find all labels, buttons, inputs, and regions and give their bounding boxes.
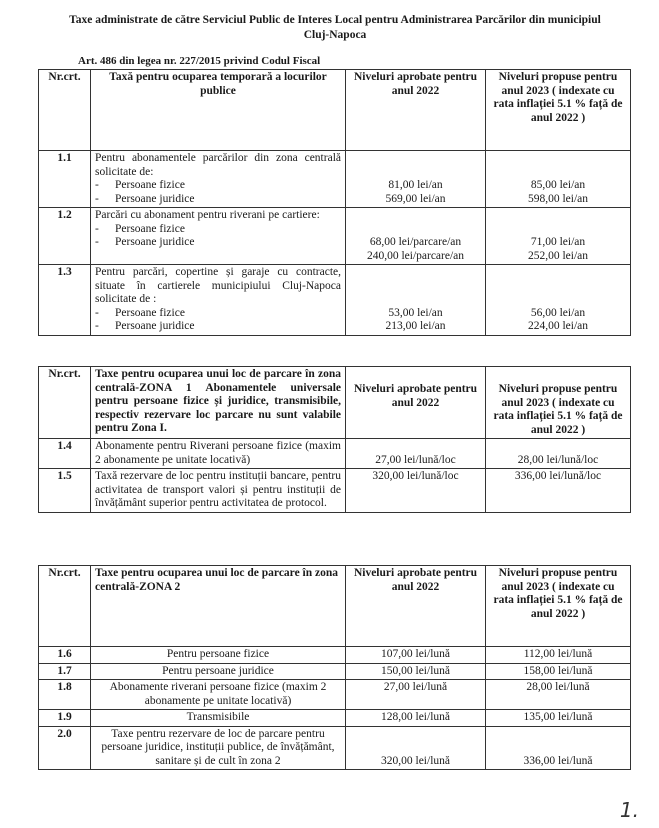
header-approved: Niveluri aprobate pentru anul 2022 bbox=[346, 367, 486, 439]
table-row bbox=[39, 647, 631, 664]
header-approved: Niveluri aprobate pentru anul 2022 bbox=[346, 566, 486, 647]
row-description: Taxă rezervare de loc pentru instituții bancare, pentru activitatea de transport valori și pentru instituții de învățământ superior pentru activitatea de protocol. bbox=[91, 469, 346, 513]
proposed-values bbox=[486, 265, 631, 336]
header-nr: Nr.crt. bbox=[39, 367, 91, 439]
approved-value: 213,00 lei/an bbox=[385, 320, 446, 332]
tax-table-zone-1 bbox=[38, 366, 631, 513]
proposed-values bbox=[486, 151, 631, 208]
document-title bbox=[40, 13, 630, 43]
proposed-value: 224,00 lei/an bbox=[527, 320, 589, 332]
approved-value: 107,00 lei/lună bbox=[346, 647, 486, 664]
law-reference: Art. 486 din legea nr. 227/2015 privind Codul Fiscal bbox=[78, 55, 321, 67]
table-row bbox=[39, 726, 631, 770]
table-header-row bbox=[39, 566, 631, 647]
row-description bbox=[91, 265, 346, 336]
header-proposed: Niveluri propuse pentru anul 2023 ( indexate cu rata inflației 5.1 % față de anul 2022 ) bbox=[486, 367, 631, 439]
row-description: Taxe pentru rezervare de loc de parcare pentru persoane juridice, instituții publice, de învățământ, sanitare și de cult în zona 2 bbox=[91, 726, 346, 770]
proposed-value: 71,00 lei/an bbox=[530, 236, 586, 248]
row-description-text: Parcări cu abonament pentru riverani pe cartiere: bbox=[95, 209, 320, 221]
row-number: 1.7 bbox=[39, 663, 91, 680]
header-nr: Nr.crt. bbox=[39, 70, 91, 151]
table-row bbox=[39, 469, 631, 513]
proposed-value: 598,00 lei/an bbox=[527, 192, 589, 205]
proposed-value: 158,00 lei/lună bbox=[486, 663, 631, 680]
row-number: 1.3 bbox=[39, 265, 91, 336]
table-row bbox=[39, 710, 631, 727]
approved-value: 81,00 lei/an bbox=[388, 179, 443, 191]
header-nr: Nr.crt. bbox=[39, 566, 91, 647]
table-row bbox=[39, 663, 631, 680]
approved-value: 68,00 lei/parcare/an bbox=[369, 236, 462, 248]
table-row bbox=[39, 439, 631, 469]
header-approved: Niveluri aprobate pentru anul 2022 bbox=[346, 70, 486, 151]
row-sub-item: - Persoane fizice bbox=[95, 306, 185, 319]
approved-value: 128,00 lei/lună bbox=[346, 710, 486, 727]
row-number: 2.0 bbox=[39, 726, 91, 770]
page-number: 1. bbox=[619, 798, 639, 822]
row-number: 1.6 bbox=[39, 647, 91, 664]
row-description: Pentru persoane fizice bbox=[91, 647, 346, 664]
row-sub-item: - Persoane juridice bbox=[95, 320, 195, 332]
approved-values bbox=[346, 151, 486, 208]
proposed-value: 112,00 lei/lună bbox=[486, 647, 631, 664]
title-line-1: Taxe administrate de către Serviciul Public de Interes Local pentru Administrarea Parcărilor din municipiul bbox=[69, 14, 601, 26]
approved-value: 53,00 lei/an bbox=[388, 306, 443, 319]
row-number: 1.4 bbox=[39, 439, 91, 469]
row-description: Transmisibile bbox=[91, 710, 346, 727]
row-number: 1.9 bbox=[39, 710, 91, 727]
row-description bbox=[91, 208, 346, 265]
row-description-text: Pentru abonamentele parcărilor din zona centrală solicitate de: bbox=[95, 152, 341, 178]
row-sub-item: - Persoane juridice bbox=[95, 192, 195, 205]
title-line-2: Cluj-Napoca bbox=[303, 29, 367, 41]
approved-value: 569,00 lei/an bbox=[385, 192, 446, 205]
approved-values bbox=[346, 208, 486, 265]
proposed-value: 336,00 lei/lună/loc bbox=[486, 469, 631, 513]
proposed-value: 85,00 lei/an bbox=[530, 179, 586, 191]
row-number: 1.5 bbox=[39, 469, 91, 513]
proposed-value: 336,00 lei/lună bbox=[486, 726, 631, 770]
approved-value: 150,00 lei/lună bbox=[346, 663, 486, 680]
proposed-value: 252,00 lei/an bbox=[527, 249, 589, 262]
proposed-value: 56,00 lei/an bbox=[530, 306, 586, 319]
row-number: 1.1 bbox=[39, 151, 91, 208]
row-sub-item: - Persoane juridice bbox=[95, 236, 195, 248]
approved-values bbox=[346, 265, 486, 336]
row-description: Pentru persoane juridice bbox=[91, 663, 346, 680]
row-description bbox=[91, 151, 346, 208]
row-description: Abonamente pentru Riverani persoane fizice (maxim 2 abonamente pe unitate locativă) bbox=[91, 439, 346, 469]
header-tax: Taxe pentru ocuparea unui loc de parcare în zona centrală-ZONA 2 bbox=[91, 566, 346, 647]
tax-table-zone-2 bbox=[38, 565, 631, 770]
tax-table-temporary-occupation bbox=[38, 69, 631, 336]
table-header-row bbox=[39, 70, 631, 151]
approved-value: 27,00 lei/lună/loc bbox=[346, 439, 486, 469]
proposed-value: 28,00 lei/lună bbox=[486, 680, 631, 710]
table-row bbox=[39, 151, 631, 208]
approved-value: 27,00 lei/lună bbox=[346, 680, 486, 710]
row-sub-item: - Persoane fizice bbox=[95, 179, 185, 191]
proposed-value: 135,00 lei/lună bbox=[486, 710, 631, 727]
header-tax: Taxă pentru ocuparea temporară a locurilor publice bbox=[91, 70, 346, 151]
header-proposed: Niveluri propuse pentru anul 2023 ( indexate cu rata inflației 5.1 % față de anul 2022 ) bbox=[486, 70, 631, 151]
table-row bbox=[39, 208, 631, 265]
table-row bbox=[39, 680, 631, 710]
header-tax: Taxe pentru ocuparea unui loc de parcare în zona centrală-ZONA 1 Abonamentele universale pentru persoane fizice și juridice, transmisibile, respectiv rezervare loc parcare nu sunt valabile pentru Zona I. bbox=[91, 367, 346, 439]
approved-value: 320,00 lei/lună bbox=[346, 726, 486, 770]
approved-value: 320,00 lei/lună/loc bbox=[346, 469, 486, 513]
row-number: 1.2 bbox=[39, 208, 91, 265]
row-number: 1.8 bbox=[39, 680, 91, 710]
row-description-text: Pentru parcări, copertine și garaje cu contracte, situate în cartierele municipiului Cluj-Napoca solicitate de : bbox=[95, 266, 341, 305]
proposed-value: 28,00 lei/lună/loc bbox=[486, 439, 631, 469]
row-description: Abonamente riverani persoane fizice (maxim 2 abonamente pe unitate locativă) bbox=[91, 680, 346, 710]
approved-value: 240,00 lei/parcare/an bbox=[366, 249, 465, 262]
table-row bbox=[39, 265, 631, 336]
proposed-values bbox=[486, 208, 631, 265]
table-header-row bbox=[39, 367, 631, 439]
header-proposed: Niveluri propuse pentru anul 2023 ( indexate cu rata inflației 5.1 % față de anul 2022 ) bbox=[486, 566, 631, 647]
row-sub-item: - Persoane fizice bbox=[95, 222, 185, 235]
